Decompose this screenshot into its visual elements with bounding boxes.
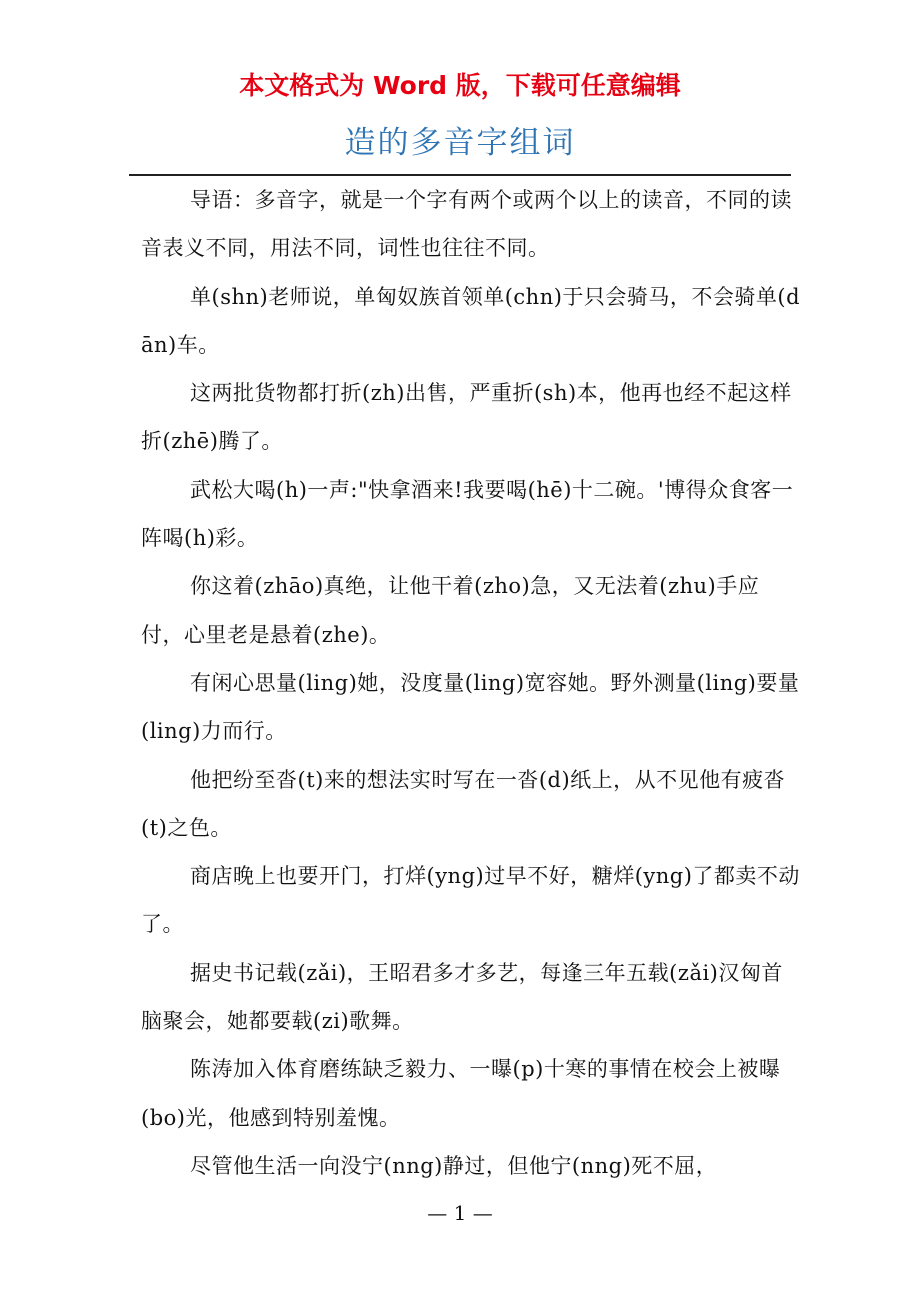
paragraph: 这两批货物都打折(zh)出售，严重折(sh)本，他再也经不起这样折(zhē)腾了。 xyxy=(141,381,792,454)
document-body xyxy=(141,176,801,1190)
paragraph: 陈涛加入体育磨练缺乏毅力、一曝(p)十寒的事情在校会上被曝(bo)光，他感到特别羞愧。 xyxy=(141,1057,781,1130)
paragraph: 单(shn)老师说，单匈奴族首领单(chn)于只会骑马，不会骑单(dān)车。 xyxy=(141,284,801,357)
page-number: — 1 — xyxy=(427,1201,493,1225)
document-title: 造的多音字组词 xyxy=(344,125,576,161)
paragraph: 你这着(zhāo)真绝，让他干着(zho)急，又无法着(zhu)手应付，心里老是悬着(zhe)。 xyxy=(141,574,760,647)
word-format-banner: 本文格式为 Word 版，下载可任意编辑 xyxy=(239,71,681,100)
paragraph: 有闲心思量(ling)她，没度量(ling)宽容她。野外测量(ling)要量(ling)力而行。 xyxy=(141,670,800,744)
paragraph: 尽管他生活一向没宁(nng)静过，但他宁(nng)死不屈， xyxy=(190,1153,718,1178)
paragraph: 商店晚上也要开门，打烊(yng)过早不好，糖烊(yng)了都卖不动了。 xyxy=(141,864,800,937)
paragraph: 他把纷至沓(t)来的想法实时写在一沓(d)纸上，从不见他有疲沓(t)之色。 xyxy=(141,767,786,840)
paragraph: 据史书记载(zǎi)，王昭君多才多艺，每逢三年五载(zǎi)汉匈首脑聚会，她都要载(zi)歌舞。 xyxy=(141,960,783,1034)
paragraph-intro: 导语：多音字，就是一个字有两个或两个以上的读音，不同的读音表义不同，用法不同，词性也往往不同。 xyxy=(141,188,792,261)
paragraph: 武松大喝(h)一声:"快拿酒来!我要喝(hē)十二碗。'博得众食客一阵喝(h)彩。 xyxy=(141,477,794,551)
